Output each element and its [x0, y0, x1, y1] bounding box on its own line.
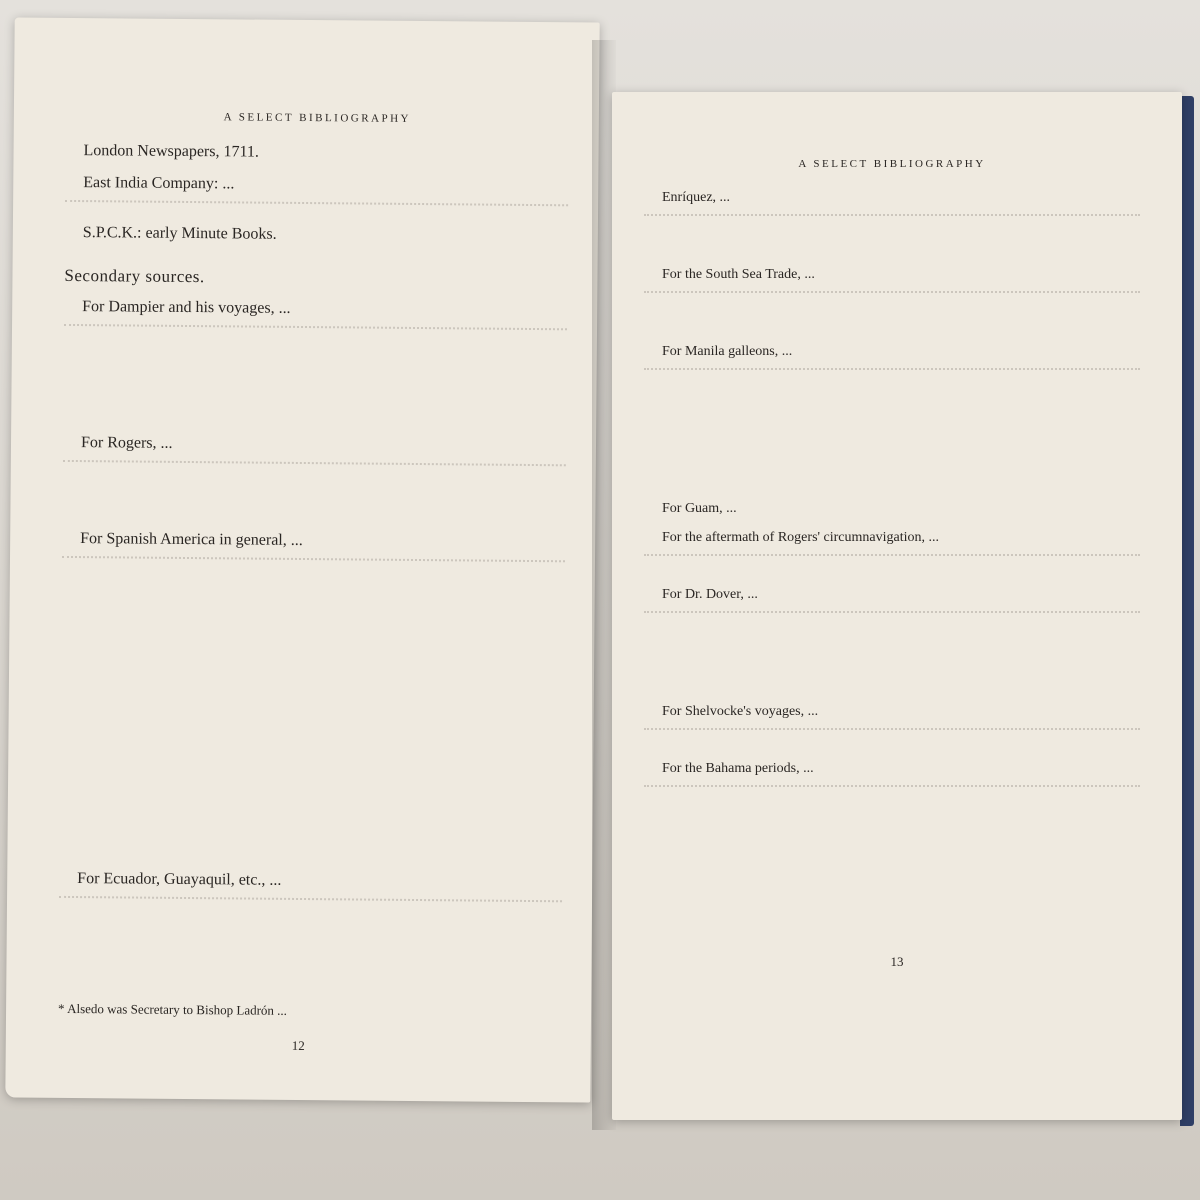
- bibliography-entry: For the aftermath of Rogers' circumnavigation, ...: [644, 528, 1140, 576]
- entry-list: [644, 188, 1140, 937]
- left-page: [5, 17, 599, 1102]
- bibliography-entry: For Ecuador, Guayaquil, etc., ...: [58, 868, 562, 992]
- section-heading: Secondary sources.: [64, 265, 205, 287]
- bibliography-entry: S.P.C.K.: early Minute Books.: [82, 224, 277, 243]
- page-number: 12: [291, 1037, 305, 1054]
- bibliography-entry: Enríquez, ...: [644, 188, 1140, 256]
- bibliography-entry: East India Company: ...: [65, 172, 568, 216]
- bibliography-entry: For Spanish America in general, ...: [59, 528, 565, 862]
- right-page: [612, 92, 1182, 1120]
- bibliography-entry: For the Bahama periods, ...: [644, 759, 1140, 937]
- bibliography-entry: For Dr. Dover, ...: [644, 585, 1140, 693]
- page-number: 13: [890, 954, 904, 969]
- entry-list: [58, 296, 567, 992]
- bibliography-entry: For Dampier and his voyages, ...: [63, 296, 567, 426]
- running-head: A SELECT BIBLIOGRAPHY: [223, 111, 412, 125]
- book-cover-edge: [1180, 96, 1194, 1126]
- bibliography-entry: For Shelvocke's voyages, ...: [644, 702, 1140, 750]
- entry-list: [65, 140, 569, 248]
- running-head: A SELECT BIBLIOGRAPHY: [798, 158, 986, 170]
- bibliography-entry: For the South Sea Trade, ...: [644, 265, 1140, 333]
- bibliography-entry: For Manila galleons, ...: [644, 342, 1140, 490]
- bibliography-entry: For Rogers, ...: [62, 432, 566, 522]
- bibliography-entry: For Guam, ...: [662, 501, 737, 516]
- bibliography-entry: London Newspapers, 1711.: [83, 142, 260, 161]
- footnote: * Alsedo was Secretary to Bishop Ladrón ...: [58, 1000, 288, 1018]
